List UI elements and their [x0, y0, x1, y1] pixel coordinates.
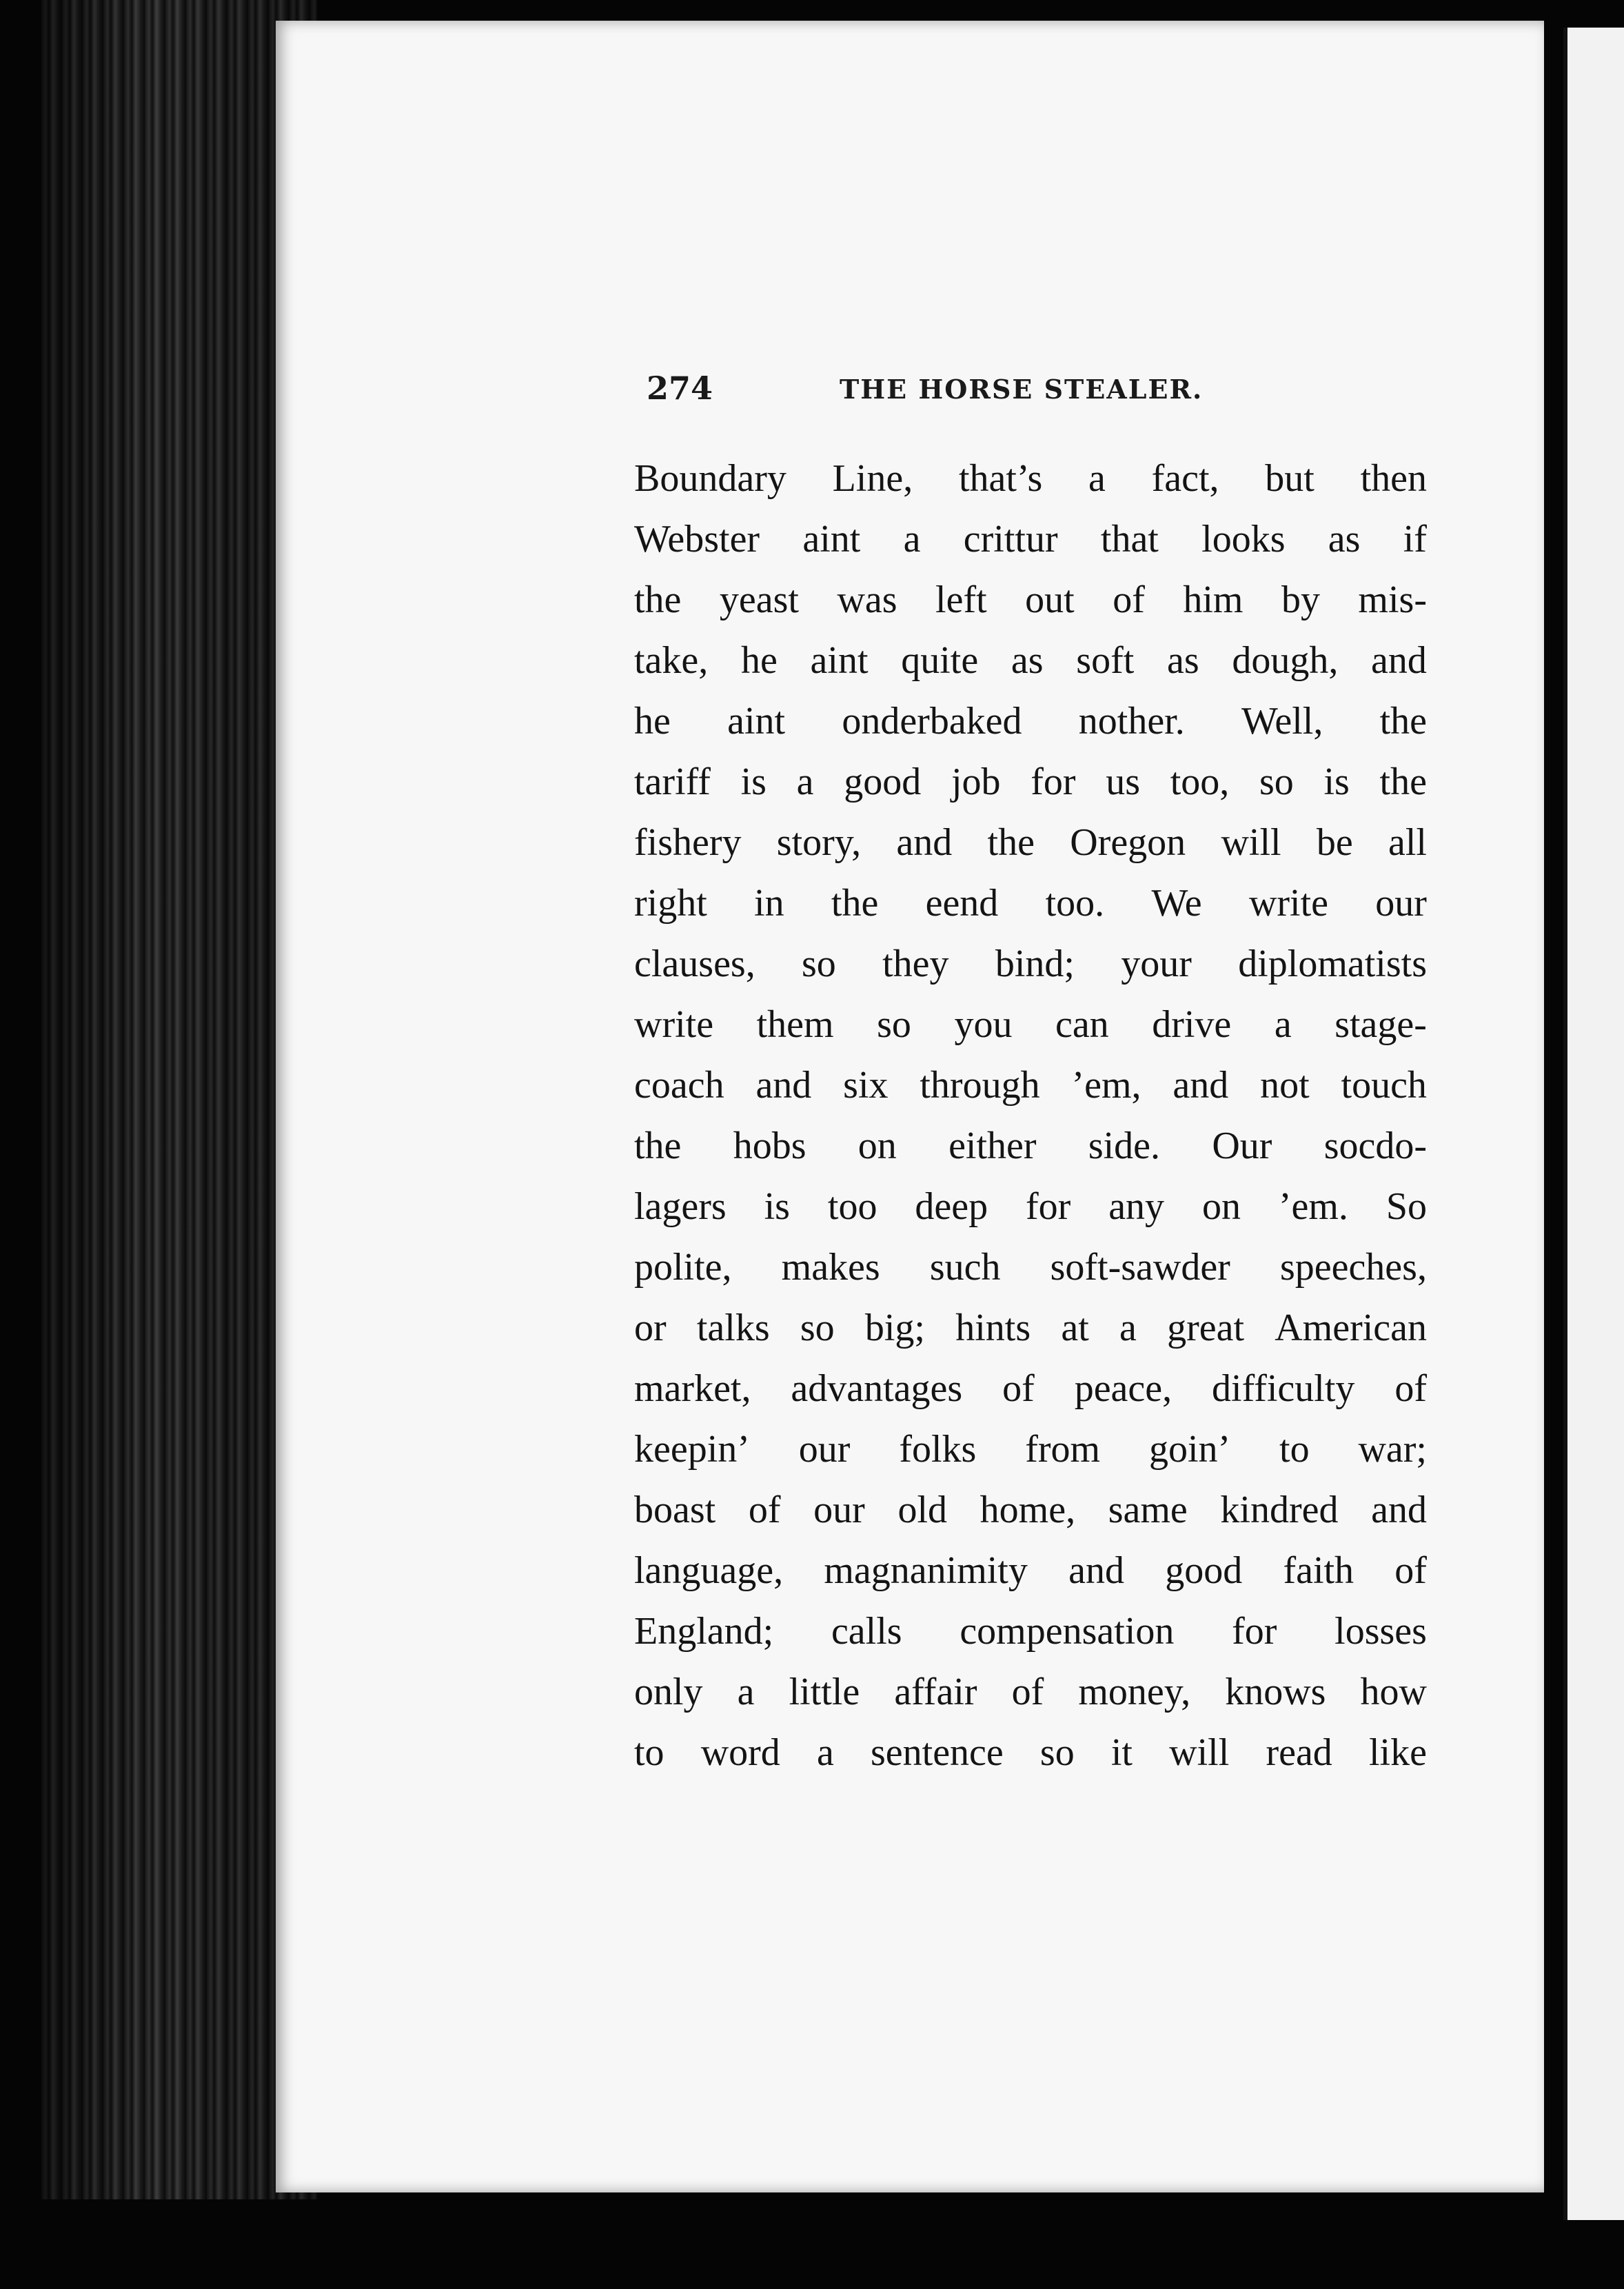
word: our — [1375, 882, 1427, 925]
word: to — [1279, 1428, 1310, 1471]
word: dough, — [1232, 639, 1339, 682]
text-line — [634, 812, 1427, 873]
word: sentence — [870, 1731, 1004, 1774]
word: take, — [634, 639, 709, 682]
word: the — [831, 882, 879, 925]
word: for — [1232, 1610, 1277, 1653]
word: them — [756, 1003, 834, 1046]
text-line — [634, 1055, 1427, 1116]
word: talks — [696, 1307, 770, 1349]
word: so — [802, 942, 836, 985]
word: for — [1031, 760, 1076, 803]
word: difficulty — [1212, 1367, 1355, 1410]
word: so — [1259, 760, 1294, 803]
word: speeches, — [1279, 1246, 1427, 1289]
text-line — [634, 1116, 1427, 1176]
word: compensation — [960, 1610, 1175, 1653]
word: a — [1274, 1003, 1292, 1046]
word: soft — [1076, 639, 1135, 682]
word: knows — [1225, 1671, 1326, 1713]
word: that’s — [958, 457, 1043, 500]
word: old — [897, 1489, 948, 1531]
word: boast — [634, 1489, 716, 1531]
text-line — [634, 1419, 1427, 1480]
text-line — [634, 1662, 1427, 1722]
text-line — [634, 1722, 1427, 1783]
word: drive — [1152, 1003, 1232, 1046]
word: mis- — [1358, 578, 1427, 621]
text-line — [634, 1480, 1427, 1540]
text-line — [634, 630, 1427, 691]
word: big; — [864, 1307, 925, 1349]
word: money, — [1078, 1671, 1191, 1713]
word: bind; — [995, 942, 1075, 985]
word: can — [1055, 1003, 1109, 1046]
word: will — [1221, 821, 1281, 864]
word: losses — [1334, 1610, 1427, 1653]
word: deep — [915, 1185, 988, 1228]
word: he — [740, 639, 778, 682]
word: onderbaked — [842, 700, 1022, 743]
word: write — [634, 1003, 714, 1046]
word: word — [700, 1731, 780, 1774]
word: is — [1323, 760, 1350, 803]
word: So — [1386, 1185, 1427, 1228]
word: your — [1121, 942, 1192, 985]
word: but — [1265, 457, 1315, 500]
word: our — [813, 1489, 865, 1531]
word: on — [1201, 1185, 1241, 1228]
word: peace, — [1074, 1367, 1173, 1410]
word: good — [1165, 1549, 1243, 1592]
word: right — [634, 882, 707, 925]
word: it — [1110, 1731, 1133, 1774]
word: the — [634, 578, 682, 621]
word: war; — [1358, 1428, 1427, 1471]
word: polite, — [634, 1246, 732, 1289]
text-line — [634, 934, 1427, 994]
word: quite — [901, 639, 979, 682]
word: so — [877, 1003, 911, 1046]
word: kindred — [1220, 1489, 1339, 1531]
word: of — [1002, 1367, 1035, 1410]
word: soft-sawder — [1050, 1246, 1230, 1289]
word: so — [800, 1307, 835, 1349]
word: left — [935, 578, 987, 621]
word: they — [882, 942, 949, 985]
word: that — [1100, 518, 1159, 561]
word: ’em, — [1071, 1064, 1141, 1107]
text-line — [634, 448, 1427, 509]
word: such — [929, 1246, 1001, 1289]
text-line — [634, 1176, 1427, 1237]
word: the — [1379, 760, 1427, 803]
word: fact, — [1151, 457, 1219, 500]
word: good — [844, 760, 922, 803]
word: Well, — [1241, 700, 1323, 743]
word: the — [1379, 700, 1427, 743]
word: diplomatists — [1238, 942, 1427, 985]
word: and — [1371, 1489, 1427, 1531]
text-line — [634, 873, 1427, 934]
word: all — [1388, 821, 1427, 864]
word: you — [954, 1003, 1013, 1046]
word: too. — [1045, 882, 1105, 925]
text-line — [634, 1298, 1427, 1358]
word: hobs — [733, 1125, 806, 1167]
word: from — [1025, 1428, 1101, 1471]
word: side. — [1088, 1125, 1161, 1167]
word: eend — [925, 882, 999, 925]
word: Boundary — [634, 457, 786, 500]
word: We — [1151, 882, 1202, 925]
text-line — [634, 1540, 1427, 1601]
word: not — [1260, 1064, 1310, 1107]
word: American — [1275, 1307, 1427, 1349]
word: language, — [634, 1549, 784, 1592]
word: so — [1039, 1731, 1075, 1774]
word: like — [1368, 1731, 1427, 1774]
word: keepin’ — [634, 1428, 750, 1471]
word: and — [1068, 1549, 1124, 1592]
word: home, — [980, 1489, 1076, 1531]
word: a — [816, 1731, 834, 1774]
word: for — [1025, 1185, 1071, 1228]
word: calls — [831, 1610, 902, 1653]
word: little — [789, 1671, 860, 1713]
word: a — [903, 518, 921, 561]
word: advantages — [791, 1367, 963, 1410]
word: of — [748, 1489, 781, 1531]
body-text — [634, 448, 1427, 1783]
word: a — [1088, 457, 1106, 500]
page-header — [647, 370, 1425, 418]
word: looks — [1201, 518, 1286, 561]
word: of — [1394, 1549, 1427, 1592]
word: at — [1061, 1307, 1089, 1349]
word: Our — [1212, 1125, 1272, 1167]
word: by — [1281, 578, 1320, 621]
word: Oregon — [1070, 821, 1186, 864]
word: lagers — [634, 1185, 727, 1228]
word: be — [1316, 821, 1353, 864]
word: either — [948, 1125, 1037, 1167]
word: and — [1173, 1064, 1229, 1107]
word: clauses, — [634, 942, 755, 985]
word: only — [634, 1671, 703, 1713]
text-line — [634, 509, 1427, 569]
word: a — [737, 1671, 755, 1713]
word: and — [1371, 639, 1427, 682]
word: England; — [634, 1610, 774, 1653]
word: Webster — [634, 518, 760, 561]
word: yeast — [719, 578, 799, 621]
word: and — [755, 1064, 812, 1107]
word: was — [837, 578, 897, 621]
word: makes — [781, 1246, 880, 1289]
word: as — [1328, 518, 1361, 561]
word: touch — [1341, 1064, 1427, 1107]
word: aint — [802, 518, 861, 561]
word: us — [1106, 760, 1140, 803]
word: write — [1248, 882, 1329, 925]
word: how — [1360, 1671, 1427, 1713]
word: or — [634, 1307, 667, 1349]
word: through — [920, 1064, 1040, 1107]
word: read — [1266, 1731, 1332, 1774]
word: as — [1166, 639, 1199, 682]
word: him — [1183, 578, 1244, 621]
word: is — [764, 1185, 790, 1228]
word: ’em. — [1278, 1185, 1348, 1228]
word: great — [1167, 1307, 1244, 1349]
word: is — [740, 760, 767, 803]
word: story, — [776, 821, 862, 864]
word: market, — [634, 1367, 751, 1410]
text-line — [634, 1237, 1427, 1298]
text-line — [634, 1601, 1427, 1662]
adjacent-page-edge — [1563, 28, 1624, 2220]
word: the — [987, 821, 1035, 864]
text-line — [634, 1358, 1427, 1419]
word: the — [634, 1125, 682, 1167]
text-line — [634, 569, 1427, 630]
text-line — [634, 752, 1427, 812]
word: any — [1108, 1185, 1165, 1228]
word: too, — [1170, 760, 1230, 803]
word: same — [1108, 1489, 1188, 1531]
word: stage- — [1334, 1003, 1427, 1046]
word: a — [796, 760, 814, 803]
word: in — [754, 882, 784, 925]
word: coach — [634, 1064, 724, 1107]
word: on — [857, 1125, 897, 1167]
word: of — [1113, 578, 1145, 621]
word: magnanimity — [824, 1549, 1028, 1592]
word: faith — [1283, 1549, 1354, 1592]
word: fishery — [634, 821, 742, 864]
word: aint — [727, 700, 786, 743]
word: nother. — [1078, 700, 1185, 743]
word: out — [1025, 578, 1075, 621]
word: of — [1394, 1367, 1427, 1410]
word: tariff — [634, 760, 711, 803]
word: affair — [894, 1671, 977, 1713]
word: six — [843, 1064, 889, 1107]
word: our — [798, 1428, 851, 1471]
word: too — [827, 1185, 877, 1228]
text-line — [634, 691, 1427, 752]
page-number: 274 — [647, 370, 713, 407]
word: and — [896, 821, 953, 864]
word: he — [634, 700, 671, 743]
word: then — [1360, 457, 1427, 500]
word: to — [634, 1731, 664, 1774]
word: if — [1403, 518, 1427, 561]
running-title: THE HORSE STEALER. — [840, 374, 1204, 405]
word: aint — [810, 639, 869, 682]
text-line — [634, 994, 1427, 1055]
word: crittur — [963, 518, 1058, 561]
word: of — [1011, 1671, 1044, 1713]
word: socdo- — [1323, 1125, 1427, 1167]
word: goin’ — [1148, 1428, 1231, 1471]
word: Line, — [832, 457, 913, 500]
word: hints — [955, 1307, 1031, 1349]
word: as — [1011, 639, 1044, 682]
word: folks — [899, 1428, 977, 1471]
word: job — [951, 760, 1001, 803]
word: will — [1169, 1731, 1230, 1774]
word: a — [1119, 1307, 1137, 1349]
